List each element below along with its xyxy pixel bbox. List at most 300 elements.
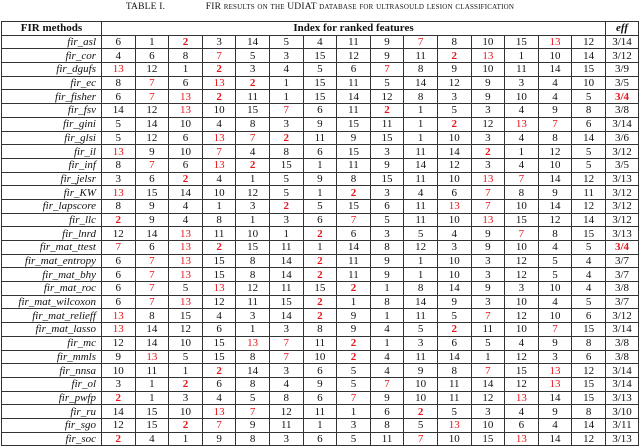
method-name: fir_lapscore [2,199,102,213]
feature-index-cell: 9 [370,49,404,63]
feature-index-cell: 11 [404,145,438,159]
feature-index-cell: 9 [471,282,505,296]
feature-index-cell: 4 [505,104,539,118]
feature-index-cell: 15 [303,282,337,296]
feature-index-cell: 15 [169,309,203,323]
feature-index-cell: 2 [202,63,236,77]
method-name: fir_asl [2,35,102,49]
feature-index-cell: 1 [303,186,337,200]
eff-cell: 3/7 [606,268,639,282]
feature-index-cell: 10 [538,309,572,323]
method-name: fir_llc [2,213,102,227]
table-row [2,336,639,350]
method-name: fir_ol [2,377,102,391]
feature-index-cell: 3 [269,432,303,446]
feature-index-cell: 1 [236,172,270,186]
feature-index-cell: 11 [202,227,236,241]
table-row [2,268,639,282]
feature-index-cell: 11 [303,131,337,145]
table-row [2,227,639,241]
eff-cell: 3/12 [606,213,639,227]
method-name: fir_mat_bhy [2,268,102,282]
feature-index-cell: 12 [135,104,169,118]
feature-index-cell: 2 [102,213,136,227]
feature-index-cell: 14 [572,49,606,63]
feature-index-cell: 6 [303,432,337,446]
method-name: fir_il [2,145,102,159]
feature-index-cell: 9 [102,350,136,364]
feature-index-cell: 3 [471,158,505,172]
table-row [2,323,639,337]
feature-index-cell: 9 [303,377,337,391]
feature-index-cell: 1 [236,323,270,337]
feature-index-cell: 2 [236,158,270,172]
feature-index-cell: 5 [269,35,303,49]
feature-index-cell: 9 [370,35,404,49]
table-row [2,104,639,118]
feature-index-cell: 15 [202,350,236,364]
table-row [2,158,639,172]
eff-cell: 3/14 [606,364,639,378]
eff-cell: 3/7 [606,254,639,268]
feature-index-cell: 7 [471,309,505,323]
feature-index-cell: 3 [437,90,471,104]
feature-index-cell: 15 [370,131,404,145]
feature-index-cell: 4 [102,49,136,63]
feature-index-cell: 1 [135,377,169,391]
feature-index-cell: 14 [538,391,572,405]
feature-index-cell: 5 [269,186,303,200]
feature-index-cell: 3 [471,254,505,268]
header-row [2,22,639,36]
feature-index-cell: 7 [135,254,169,268]
feature-index-cell: 15 [303,76,337,90]
table-row [2,377,639,391]
feature-index-cell: 5 [303,63,337,77]
feature-index-cell: 12 [505,377,539,391]
feature-index-cell: 10 [437,172,471,186]
method-name: fir_mat_entropy [2,254,102,268]
eff-cell: 3/12 [606,186,639,200]
feature-index-cell: 14 [169,186,203,200]
feature-index-cell: 11 [337,76,371,90]
feature-index-cell: 11 [337,104,371,118]
feature-index-cell: 4 [202,309,236,323]
feature-index-cell: 12 [538,213,572,227]
feature-index-cell: 7 [471,186,505,200]
feature-index-cell: 11 [437,391,471,405]
feature-index-cell: 13 [202,405,236,419]
table-body [2,35,639,446]
feature-index-cell: 9 [370,391,404,405]
feature-index-cell: 6 [437,336,471,350]
feature-index-cell: 5 [437,309,471,323]
feature-index-cell: 10 [202,186,236,200]
feature-index-cell: 9 [337,131,371,145]
feature-index-cell: 11 [303,405,337,419]
feature-index-cell: 4 [572,282,606,296]
feature-index-cell: 13 [236,336,270,350]
eff-cell: 3/5 [606,76,639,90]
feature-index-cell: 5 [572,241,606,255]
feature-index-cell: 12 [102,336,136,350]
feature-index-cell: 10 [202,104,236,118]
feature-index-cell: 4 [505,158,539,172]
feature-index-cell: 5 [169,282,203,296]
feature-index-cell: 9 [337,309,371,323]
feature-index-cell: 8 [102,76,136,90]
feature-index-cell: 11 [404,199,438,213]
feature-index-cell: 13 [135,350,169,364]
feature-index-cell: 8 [236,350,270,364]
feature-index-cell: 13 [102,309,136,323]
feature-index-cell: 7 [102,241,136,255]
feature-index-cell: 2 [169,172,203,186]
feature-index-cell: 10 [437,268,471,282]
feature-index-cell: 3 [404,336,438,350]
feature-index-cell: 9 [471,227,505,241]
feature-index-cell: 11 [135,364,169,378]
feature-index-cell: 11 [337,35,371,49]
table-row [2,418,639,432]
feature-index-cell: 2 [337,282,371,296]
feature-index-cell: 7 [370,377,404,391]
feature-index-cell: 10 [538,282,572,296]
feature-index-cell: 15 [505,213,539,227]
feature-index-cell: 3 [370,227,404,241]
feature-index-cell: 14 [404,76,438,90]
feature-index-cell: 8 [102,199,136,213]
eff-cell: 3/14 [606,377,639,391]
feature-index-cell: 8 [337,172,371,186]
table-row [2,90,639,104]
feature-index-cell: 9 [404,364,438,378]
method-name: fir_fsv [2,104,102,118]
feature-index-cell: 6 [102,35,136,49]
feature-index-cell: 5 [572,90,606,104]
feature-index-cell: 11 [269,241,303,255]
feature-index-cell: 4 [538,418,572,432]
feature-index-cell: 8 [269,145,303,159]
feature-index-cell: 14 [437,282,471,296]
feature-index-cell: 1 [505,49,539,63]
feature-index-cell: 3 [505,76,539,90]
feature-index-cell: 11 [404,309,438,323]
feature-index-cell: 4 [303,35,337,49]
feature-index-cell: 13 [102,145,136,159]
feature-index-cell: 10 [303,350,337,364]
table-row [2,63,639,77]
feature-index-cell: 14 [269,254,303,268]
eff-cell: 3/13 [606,432,639,446]
feature-index-cell: 15 [337,199,371,213]
feature-index-cell: 4 [370,350,404,364]
feature-index-cell: 8 [370,241,404,255]
feature-index-cell: 8 [135,309,169,323]
feature-index-cell: 6 [303,104,337,118]
feature-index-cell: 4 [572,268,606,282]
feature-index-cell: 9 [337,323,371,337]
feature-index-cell: 3 [169,391,203,405]
feature-index-cell: 7 [135,76,169,90]
eff-cell: 3/4 [606,241,639,255]
feature-index-cell: 2 [437,117,471,131]
feature-index-cell: 8 [236,377,270,391]
feature-index-cell: 8 [236,432,270,446]
feature-index-cell: 7 [269,336,303,350]
method-name: fir_jelsr [2,172,102,186]
feature-index-cell: 3 [236,63,270,77]
eff-cell: 3/8 [606,336,639,350]
feature-index-cell: 11 [471,323,505,337]
feature-index-cell: 3 [437,241,471,255]
feature-index-cell: 1 [202,199,236,213]
feature-index-cell: 12 [471,391,505,405]
feature-index-cell: 13 [471,172,505,186]
feature-index-cell: 14 [337,241,371,255]
feature-index-cell: 4 [135,432,169,446]
feature-index-cell: 6 [202,323,236,337]
feature-index-cell: 13 [169,227,203,241]
feature-index-cell: 7 [337,391,371,405]
feature-index-cell: 4 [505,131,539,145]
feature-index-cell: 7 [236,131,270,145]
method-name: fir_lnrd [2,227,102,241]
feature-index-cell: 9 [236,418,270,432]
feature-index-cell: 14 [269,309,303,323]
feature-index-cell: 8 [538,131,572,145]
feature-index-cell: 10 [404,391,438,405]
feature-index-cell: 4 [169,199,203,213]
feature-index-cell: 12 [236,186,270,200]
feature-index-cell: 9 [303,172,337,186]
feature-index-cell: 8 [404,63,438,77]
feature-index-cell: 15 [303,49,337,63]
method-name: fir_dgufs [2,63,102,77]
feature-index-cell: 7 [538,117,572,131]
feature-index-cell: 12 [572,432,606,446]
table-title: FIR results on the UDIAT database for ultrasould lesion classification [205,2,515,12]
feature-index-cell: 13 [169,268,203,282]
feature-index-cell: 2 [437,323,471,337]
feature-index-cell: 3 [471,268,505,282]
feature-index-cell: 1 [404,104,438,118]
feature-index-cell: 9 [135,213,169,227]
table-row [2,213,639,227]
feature-index-cell: 14 [102,104,136,118]
feature-index-cell: 7 [135,295,169,309]
feature-index-cell: 14 [538,199,572,213]
feature-index-cell: 9 [135,199,169,213]
feature-index-cell: 14 [269,268,303,282]
feature-index-cell: 14 [572,213,606,227]
table-row [2,391,639,405]
feature-index-cell: 9 [471,76,505,90]
feature-index-cell: 5 [370,76,404,90]
eff-cell: 3/13 [606,391,639,405]
feature-index-cell: 2 [202,364,236,378]
feature-index-cell: 13 [169,90,203,104]
feature-index-cell: 9 [538,186,572,200]
method-name: fir_cor [2,49,102,63]
feature-index-cell: 14 [437,145,471,159]
feature-index-cell: 9 [135,145,169,159]
feature-index-cell: 10 [437,131,471,145]
feature-index-cell: 8 [505,186,539,200]
feature-index-cell: 1 [404,117,438,131]
method-name: fir_mat_lasso [2,323,102,337]
feature-index-cell: 13 [202,131,236,145]
feature-index-cell: 8 [404,90,438,104]
feature-index-cell: 8 [572,104,606,118]
feature-index-cell: 15 [202,254,236,268]
feature-index-cell: 7 [135,268,169,282]
feature-index-cell: 2 [370,104,404,118]
feature-index-cell: 6 [303,145,337,159]
feature-index-cell: 6 [505,418,539,432]
feature-index-cell: 13 [538,364,572,378]
feature-index-cell: 1 [404,131,438,145]
feature-index-cell: 9 [370,254,404,268]
feature-index-cell: 10 [538,49,572,63]
table-row [2,364,639,378]
feature-index-cell: 13 [202,76,236,90]
feature-index-cell: 10 [505,241,539,255]
feature-index-cell: 8 [437,35,471,49]
feature-index-cell: 15 [572,323,606,337]
feature-index-cell: 5 [370,213,404,227]
feature-index-cell: 3 [505,282,539,296]
feature-index-cell: 10 [169,405,203,419]
eff-cell: 3/10 [606,405,639,419]
feature-index-cell: 10 [505,295,539,309]
feature-index-cell: 8 [102,158,136,172]
feature-index-cell: 4 [370,364,404,378]
feature-index-cell: 7 [135,90,169,104]
table-row [2,295,639,309]
feature-index-cell: 12 [572,199,606,213]
feature-index-cell: 4 [269,63,303,77]
feature-index-cell: 7 [202,418,236,432]
feature-index-cell: 5 [404,323,438,337]
feature-index-cell: 12 [572,364,606,378]
feature-index-cell: 6 [370,199,404,213]
feature-index-cell: 10 [169,117,203,131]
feature-index-cell: 13 [538,35,572,49]
feature-index-cell: 14 [538,63,572,77]
feature-index-cell: 4 [572,254,606,268]
eff-cell: 3/5 [606,158,639,172]
feature-index-cell: 4 [202,117,236,131]
feature-index-cell: 14 [102,405,136,419]
feature-index-cell: 5 [471,336,505,350]
feature-index-cell: 2 [269,131,303,145]
feature-index-cell: 6 [572,117,606,131]
feature-index-cell: 12 [404,241,438,255]
feature-index-cell: 3 [471,131,505,145]
feature-index-cell: 13 [538,377,572,391]
feature-index-cell: 11 [505,63,539,77]
feature-index-cell: 6 [202,377,236,391]
feature-index-cell: 8 [303,323,337,337]
eff-cell: 3/12 [606,309,639,323]
header-eff: eff [606,22,639,36]
feature-index-cell: 5 [404,227,438,241]
feature-index-cell: 11 [404,213,438,227]
feature-index-cell: 2 [471,145,505,159]
feature-index-cell: 9 [538,336,572,350]
feature-index-cell: 1 [269,76,303,90]
feature-index-cell: 12 [169,323,203,337]
feature-index-cell: 3 [269,213,303,227]
feature-index-cell: 1 [303,158,337,172]
feature-index-cell: 11 [337,158,371,172]
feature-index-cell: 12 [236,282,270,296]
feature-index-cell: 8 [572,405,606,419]
method-name: fir_soc [2,432,102,446]
feature-index-cell: 2 [303,309,337,323]
feature-index-cell: 4 [437,227,471,241]
feature-index-cell: 3 [202,35,236,49]
feature-index-cell: 3 [102,377,136,391]
feature-index-cell: 1 [135,35,169,49]
feature-index-cell: 4 [269,377,303,391]
feature-index-cell: 9 [538,104,572,118]
feature-index-cell: 2 [337,186,371,200]
feature-index-cell: 1 [370,309,404,323]
feature-index-cell: 15 [337,117,371,131]
feature-index-cell: 15 [202,336,236,350]
feature-index-cell: 6 [102,254,136,268]
feature-index-cell: 11 [337,268,371,282]
feature-index-cell: 2 [202,241,236,255]
table-row [2,117,639,131]
feature-index-cell: 7 [135,158,169,172]
feature-index-cell: 5 [337,432,371,446]
table-label: TABLE I. [125,2,166,12]
feature-index-cell: 3 [269,323,303,337]
feature-index-cell: 5 [572,295,606,309]
feature-index-cell: 12 [437,158,471,172]
method-name: fir_pwfp [2,391,102,405]
method-name: fir_mat_roc [2,282,102,296]
feature-index-cell: 10 [505,323,539,337]
feature-index-cell: 5 [337,377,371,391]
feature-index-cell: 3 [370,145,404,159]
feature-index-cell: 2 [337,350,371,364]
method-name: fir_ec [2,76,102,90]
feature-index-cell: 15 [337,145,371,159]
feature-index-cell: 6 [337,63,371,77]
feature-index-cell: 12 [572,172,606,186]
feature-index-cell: 1 [169,63,203,77]
eff-cell: 3/14 [606,35,639,49]
feature-index-cell: 6 [135,49,169,63]
feature-index-cell: 14 [572,131,606,145]
feature-index-cell: 5 [404,418,438,432]
feature-index-cell: 15 [572,391,606,405]
feature-index-cell: 10 [505,199,539,213]
feature-index-cell: 6 [572,309,606,323]
feature-index-cell: 5 [169,350,203,364]
eff-cell: 3/8 [606,350,639,364]
method-name: fir_mmls [2,350,102,364]
eff-cell: 3/12 [606,145,639,159]
table-row [2,282,639,296]
feature-index-cell: 15 [303,90,337,104]
feature-index-cell: 11 [572,186,606,200]
feature-index-cell: 13 [471,49,505,63]
